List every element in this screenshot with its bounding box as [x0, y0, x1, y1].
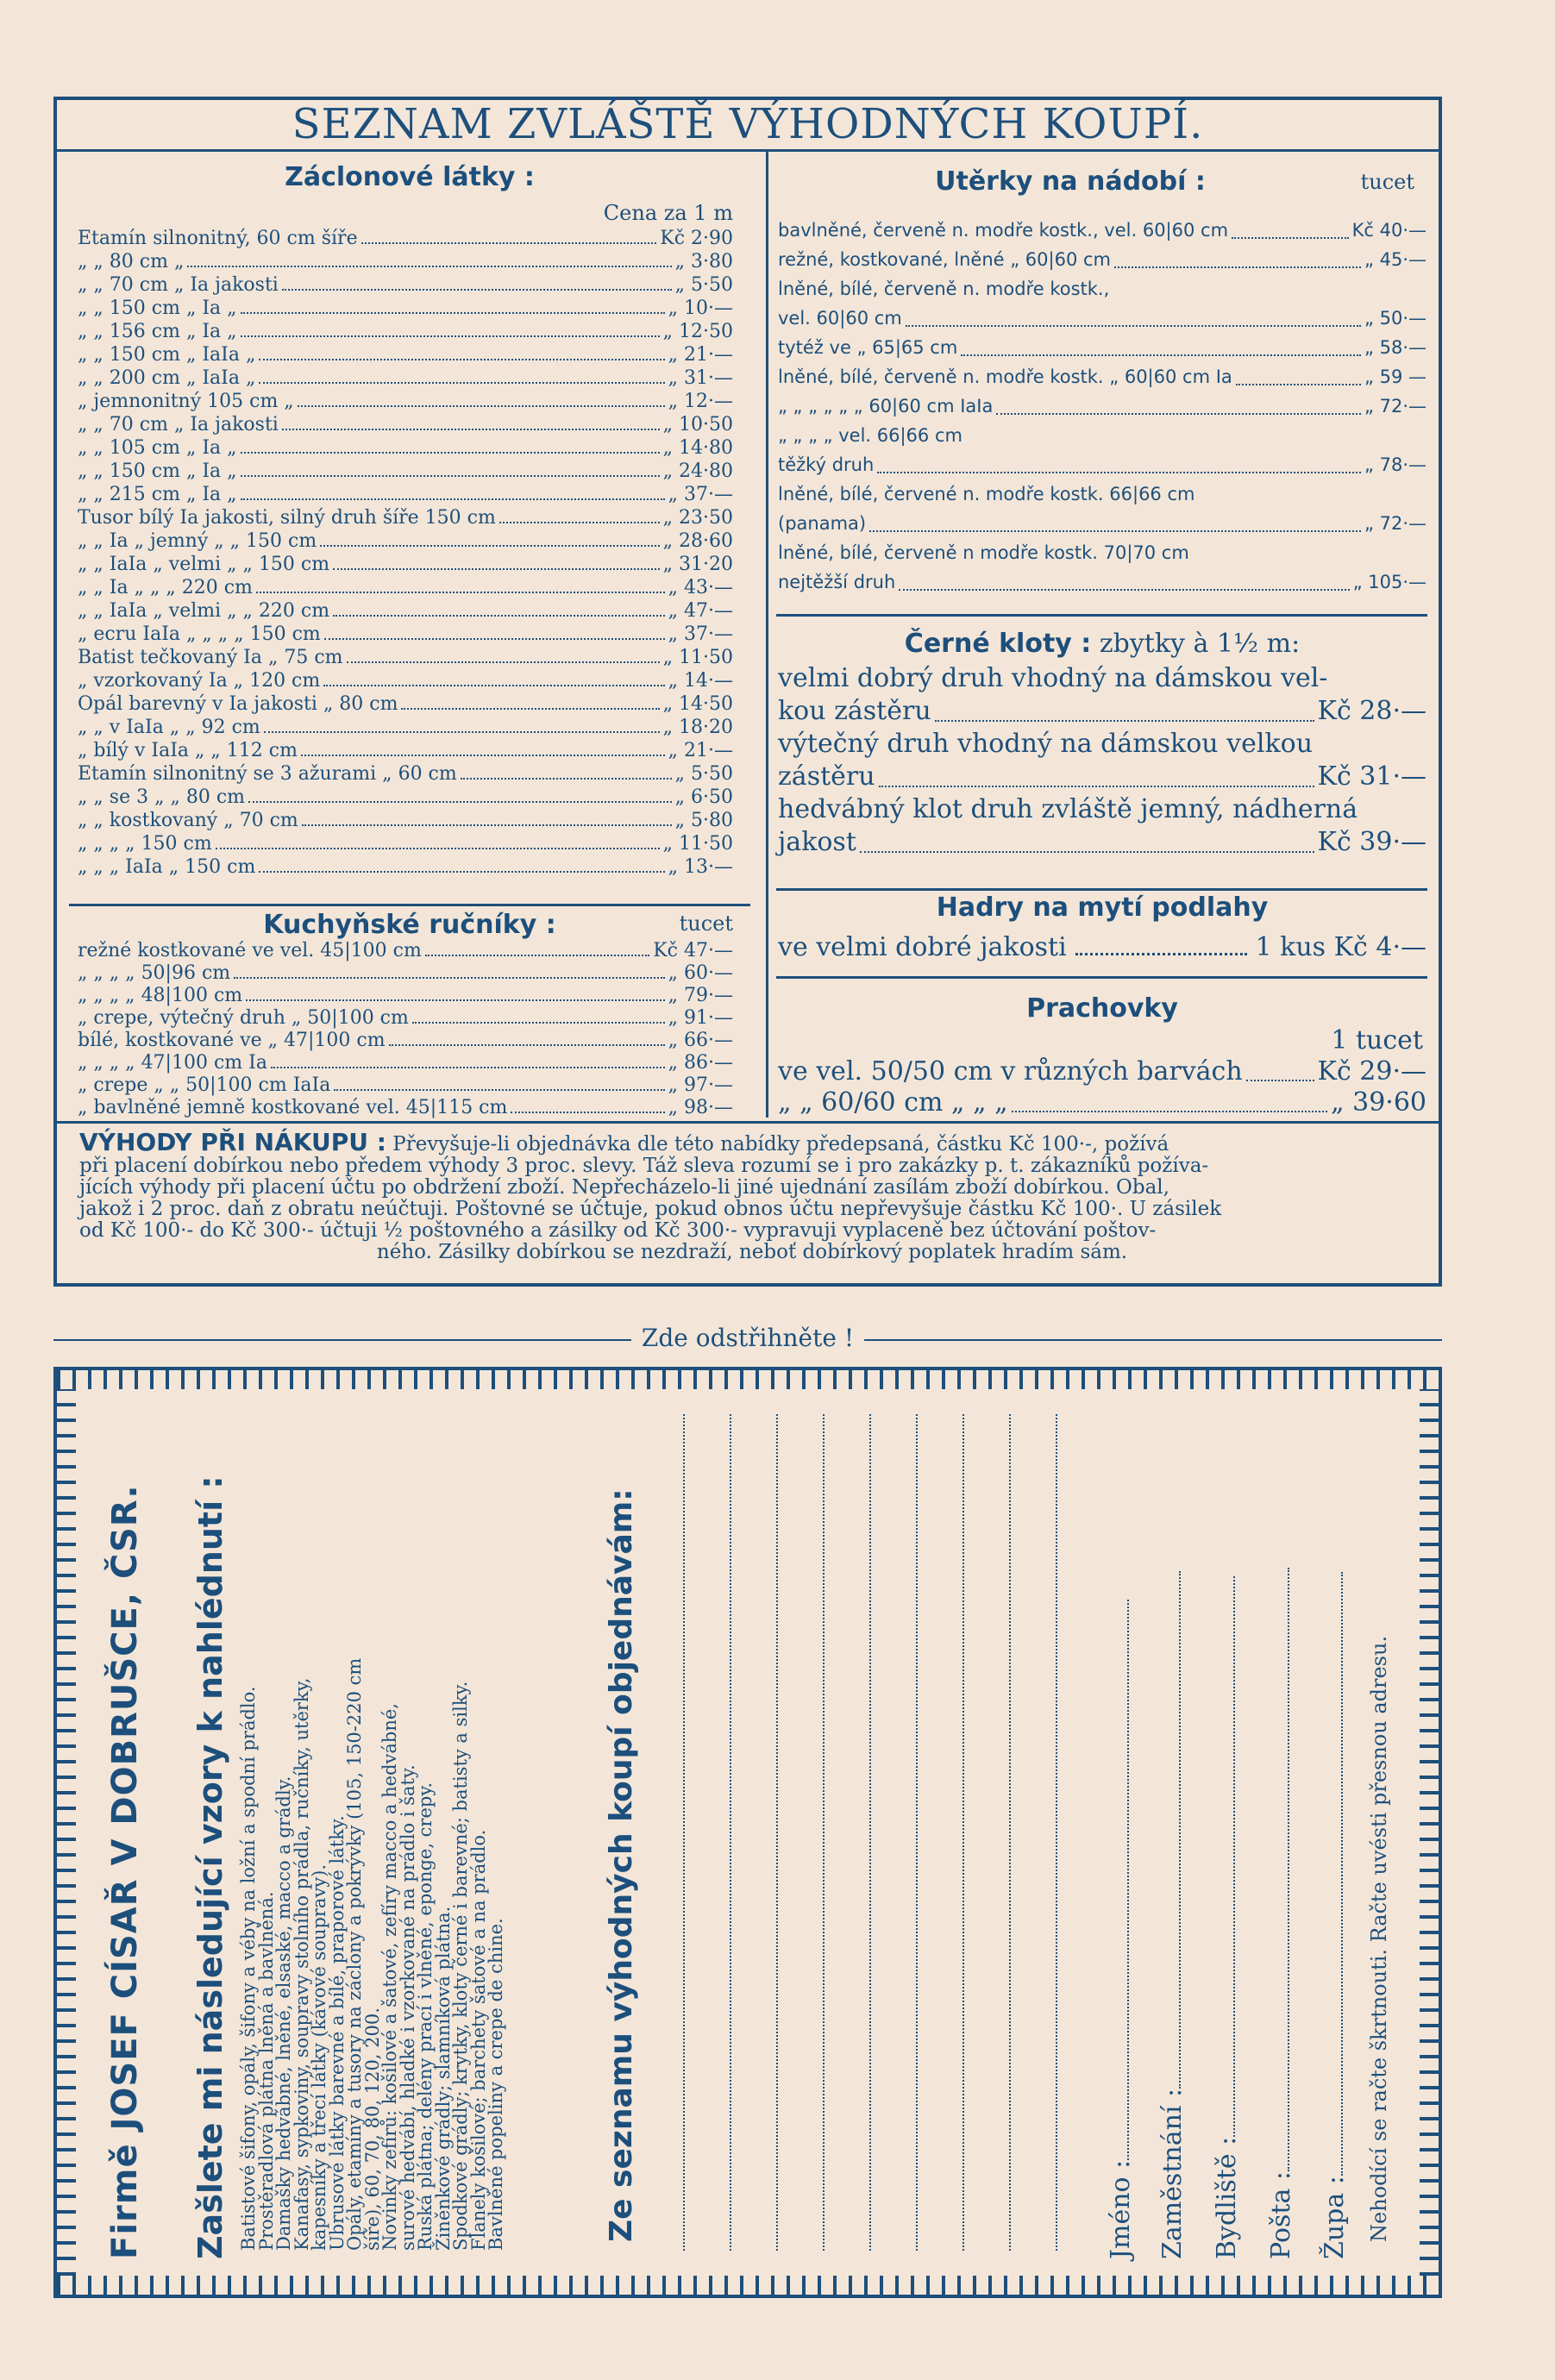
price-row: [778, 567, 1426, 597]
order-line[interactable]: [1009, 1414, 1011, 2251]
price-row-value: „ 39·60: [1331, 1087, 1426, 1118]
price-row-value: „ 10·—: [668, 298, 733, 319]
price-row-value: „ 98·—: [668, 1097, 733, 1118]
price-row-value: „ 13·—: [668, 856, 733, 878]
price-row-value: „ 5·50: [674, 274, 733, 296]
leader-dots: [461, 762, 672, 780]
price-row: [78, 343, 733, 366]
price-row-label: nejtěžší druh: [778, 572, 896, 592]
kloty-item-price: Kč 39·—: [1317, 827, 1426, 857]
price-row-value: „ 3·80: [674, 251, 733, 272]
price-row-label: „ „ „ „ 150 cm: [78, 833, 212, 855]
leader-dots: [361, 227, 657, 244]
order-line[interactable]: [823, 1414, 825, 2251]
kloty-item-price: Kč 28·—: [1317, 696, 1426, 726]
price-row-label: tytéž ve „ 65|65 cm: [778, 337, 958, 358]
price-row: [78, 646, 733, 669]
price-row-label: „ „ „ „ 48|100 cm: [78, 985, 243, 1006]
leader-dots: [401, 692, 659, 710]
sample-category: Opály, etamíny a tusory na záclony a pokrývky (105, 150-220 cm: [344, 1657, 365, 2251]
leader-dots: [298, 390, 665, 407]
price-row-label: (panama): [778, 513, 867, 534]
leader-dots: [860, 826, 1314, 853]
order-line[interactable]: [683, 1414, 685, 2251]
price-row-label: „ „ 60/60 cm „ „ „: [778, 1087, 1008, 1118]
kloty-heading-row: [778, 628, 1426, 661]
order-line[interactable]: [916, 1414, 918, 2251]
advantages-line: od Kč 100·- do Kč 300·- účtuji ½ poštovného a zásilky od Kč 300·- vypravuji vyplaceně bez účtování poštov-: [79, 1219, 1157, 1242]
price-row-label: režné, kostkované, lněné „ 60|60 cm: [778, 249, 1111, 270]
price-row-label: ve vel. 50/50 cm v různých barvách: [778, 1056, 1243, 1087]
towels-unit: tucet: [679, 911, 733, 936]
price-row-label: lněné, bílé, červeně n. modře kostk. „ 60|60 cm Ia: [778, 366, 1232, 387]
price-row: [778, 1056, 1426, 1087]
advantages-heading: VÝHODY PŘI NÁKUPU :: [79, 1128, 386, 1156]
price-row-label: „ vzorkovaný Ia „ 120 cm: [78, 670, 321, 692]
price-row-value: „ 21·—: [668, 344, 733, 366]
order-line[interactable]: [730, 1414, 731, 2251]
price-row-value: „ 6·50: [674, 786, 733, 808]
ornament-border-right: [1420, 1389, 1439, 2276]
price-row: [78, 716, 733, 739]
leader-dots: [241, 483, 665, 500]
district-field[interactable]: Župa :: [1320, 1572, 1350, 2259]
leader-dots: [1012, 1087, 1327, 1112]
page-title: SEZNAM ZVLÁŠTĚ VÝHODNÝCH KOUPÍ.: [53, 97, 1442, 152]
kloty-item-row: [778, 826, 1426, 859]
advantages-line: jakož i 2 proc. daň z obratu neúčtuji. Poštovné se účtuje, pokud obnos účtu nepřevyšuje částku Kč 100·. U zásilek: [79, 1198, 1222, 1220]
price-row-label: „ „ „ „ 47|100 cm Ia: [78, 1052, 267, 1074]
price-row-value: „ 11·50: [662, 647, 733, 668]
leader-dots: [259, 366, 664, 384]
price-row-label: „ „ 215 cm „ Ia „: [78, 484, 237, 505]
order-heading: Ze seznamu výhodných koupí objednávám:: [604, 1488, 639, 2242]
leader-dots: [1114, 245, 1361, 268]
price-row-value: „ 43·—: [668, 577, 733, 598]
post-office-field[interactable]: Pošta :: [1266, 1568, 1296, 2259]
price-row: [778, 362, 1426, 391]
price-row-label: „ „ „ „ 50|96 cm: [78, 962, 231, 984]
price-row: [778, 391, 1426, 421]
leader-dots: [961, 333, 1361, 356]
dusters-price-list: [778, 1056, 1426, 1118]
price-row: [78, 623, 733, 646]
price-row-label: Tusor bílý Ia jakosti, silný druh šíře 150 cm: [78, 507, 496, 529]
dusters-unit: 1 tucet: [1331, 1025, 1423, 1055]
price-row-label: „ „ kostkovaný „ 70 cm: [78, 810, 298, 831]
price-row-label: lněné, bílé, červené n. modře kostk. 66|66 cm: [778, 484, 1195, 504]
price-row: [778, 216, 1426, 245]
sample-category: Ruská plátna; delény prací i vlněné, eponge, crepy.: [415, 1782, 436, 2251]
price-row-label: „ crepe, výtečný druh „ 50|100 cm: [78, 1007, 409, 1029]
price-row-value: Kč 47·—: [653, 940, 733, 961]
price-row-value: „ 47·—: [668, 600, 733, 622]
price-row-label: „ crepe „ „ 50|100 cm IaIa: [78, 1074, 331, 1096]
price-row-value: „ 58·—: [1364, 337, 1426, 358]
price-row: [78, 832, 733, 855]
price-row: [778, 509, 1426, 538]
price-row-label: vel. 60|60 cm: [778, 308, 902, 329]
price-row-label: Opál barevný v Ia jakosti „ 80 cm: [78, 693, 398, 715]
leader-dots: [256, 576, 665, 593]
price-row: [78, 739, 733, 762]
leader-dots: [264, 716, 660, 733]
sample-category: šíře), 60, 70, 80, 120, 200.: [361, 2007, 383, 2251]
leader-dots: [271, 1052, 665, 1068]
price-row-label: „ „ „ „ „ „ 60|60 cm IaIa: [778, 396, 994, 416]
leader-dots: [906, 304, 1361, 327]
leader-dots: [511, 1097, 664, 1113]
price-row-value: „ 18·20: [662, 717, 733, 738]
cut-label-wrap: [53, 1324, 1442, 1352]
dusters-heading: Prachovky: [1026, 993, 1178, 1024]
leader-dots: [425, 940, 649, 956]
sample-category: Prostěradlová plátna lněná a bavlněná.: [255, 1891, 277, 2251]
dish-towels-heading: Utěrky na nádobí :: [935, 166, 1206, 197]
price-row-value: „ 72·—: [1364, 513, 1426, 534]
price-row-value: „ 14·50: [662, 693, 733, 715]
leader-dots: [259, 855, 664, 873]
price-row-value: „ 91·—: [668, 1007, 733, 1029]
price-row-label: „ ecru IaIa „ „ „ „ 150 cm: [78, 623, 321, 645]
leader-dots: [389, 1030, 665, 1046]
price-row-value: „ 59 —: [1364, 366, 1426, 387]
leader-dots: [412, 1007, 665, 1024]
price-row: [78, 692, 733, 716]
price-row: [778, 245, 1426, 274]
price-row-value: Kč 2·90: [660, 228, 733, 249]
price-row-label: lněné, bílé, červeně n. modře kostk.,: [778, 279, 1110, 299]
leader-dots: [324, 623, 665, 640]
price-row: [78, 529, 733, 553]
price-row-value: „ 5·50: [674, 763, 733, 785]
divider: [776, 888, 1427, 891]
price-row: [78, 413, 733, 436]
price-row-label: „ „ 70 cm „ Ia jakosti: [78, 274, 279, 296]
price-row-label: „ „ 150 cm „ IaIa „: [78, 344, 256, 366]
price-row-label: „ „ IaIa „ velmi „ „ 220 cm: [78, 600, 330, 622]
leader-dots: [216, 832, 660, 849]
leader-dots: [320, 529, 659, 547]
leader-dots: [1232, 216, 1349, 239]
price-row-label: lněné, bílé, červeně n modře kostk. 70|70 cm: [778, 542, 1189, 563]
leader-dots: [187, 250, 671, 267]
kloty-item-label: zástěru: [778, 761, 875, 792]
price-row-value: „ 66·—: [668, 1030, 733, 1051]
price-row-value: „ 97·—: [668, 1074, 733, 1096]
price-row-value: „ 50·—: [1364, 308, 1426, 329]
divider: [776, 976, 1427, 979]
kloty-heading-rest: zbytky à 1½ m:: [1099, 629, 1301, 659]
price-row-label: „ „ „ „ vel. 66|66 cm: [778, 425, 962, 446]
leader-dots: [1236, 362, 1361, 385]
advantages-line: ného. Zásilky dobírkou se nezdraží, neboť dobírkový poplatek hradím sám.: [376, 1241, 1128, 1263]
price-row-value: „ 14·—: [668, 670, 733, 692]
price-row: [78, 460, 733, 483]
price-row: [78, 599, 733, 623]
towels-price-list: [78, 940, 733, 1119]
price-row: [78, 786, 733, 809]
leader-dots: [246, 985, 664, 1001]
residence-field[interactable]: Bydliště :: [1212, 1576, 1242, 2259]
price-row: [78, 506, 733, 529]
price-row-value: „ 45·—: [1364, 249, 1426, 270]
price-row: [778, 479, 1426, 509]
price-row-label: „ „ 70 cm „ Ia jakosti: [78, 414, 279, 435]
floor-rags-heading: Hadry na mytí podlahy: [936, 892, 1269, 923]
price-row-value: „ 86·—: [668, 1052, 733, 1074]
price-row-value: „ 5·80: [674, 810, 733, 831]
kloty-item-label: kou zástěru: [778, 696, 931, 726]
advantages-block: [79, 1128, 1425, 1263]
kloty-list: [778, 662, 1426, 859]
price-row-label: Etamín silnonitný se 3 ažurami „ 60 cm: [78, 763, 457, 785]
kloty-item-price: Kč 31·—: [1317, 761, 1426, 792]
divider: [776, 614, 1427, 617]
price-row: [78, 809, 733, 832]
leader-dots: [996, 391, 1361, 415]
price-row-label: „ „ 105 cm „ Ia „: [78, 437, 237, 459]
sample-category: Damašky hedvábné, lněné, elsaské, macco a grádly.: [273, 1776, 294, 2251]
ornament-border-bottom: [57, 2276, 1439, 2295]
price-row-value: „ 31·—: [668, 367, 733, 389]
sample-category: Bavlněné popeliny a crepe de chine.: [486, 1918, 506, 2251]
price-row-label: „ „ 150 cm „ Ia „: [78, 460, 237, 482]
price-row-value: „ 11·50: [662, 833, 733, 855]
order-lines: [683, 1414, 1071, 2251]
price-row-value: „ 12·—: [668, 391, 733, 412]
divider: [69, 904, 750, 906]
leader-dots: [935, 695, 1314, 722]
price-row: [778, 274, 1426, 304]
samples-list: [240, 1658, 505, 2251]
leader-dots: [241, 297, 665, 314]
leader-dots: [899, 567, 1349, 591]
price-row: [778, 538, 1426, 567]
leader-dots: [241, 320, 660, 337]
leader-dots: [259, 343, 664, 360]
leader-dots: [333, 553, 660, 570]
price-row-value: „ 12·50: [662, 321, 733, 342]
advantages-line: jících výhody při placení účtu po obdržení zboží. Nepřecházelo-li jiné ujednání zasílám zboží dobírkou. Obal,: [79, 1176, 1169, 1199]
kloty-item-row: [778, 695, 1426, 728]
towels-heading: Kuchyňské ručníky :: [263, 910, 556, 940]
sample-category: Flanely košilové; barchety šatové a na prádlo.: [467, 1829, 489, 2251]
price-row: [78, 962, 733, 985]
curtains-price-list: [78, 227, 733, 879]
price-row-value: „ 60·—: [668, 962, 733, 984]
price-row: [78, 576, 733, 599]
price-row: [78, 320, 733, 343]
price-row-value: „ 23·50: [662, 507, 733, 529]
price-row-label: „ „ „ IaIa „ 150 cm: [78, 856, 256, 878]
divider: [53, 1121, 1442, 1124]
price-header: Cena za 1 m: [603, 201, 733, 225]
curtains-heading: Záclonové látky :: [285, 162, 535, 192]
price-row-value: „ 21·—: [668, 740, 733, 761]
leader-dots: [499, 506, 660, 523]
price-row-label: „ „ se 3 „ „ 80 cm: [78, 786, 246, 808]
price-row: [78, 1030, 733, 1052]
leader-dots: [333, 599, 665, 617]
leader-dots: [301, 739, 665, 756]
price-row-label: režné kostkované ve vel. 45|100 cm: [78, 940, 422, 961]
price-row: [78, 436, 733, 460]
sample-category: surové hedvábí, hladké i vzorkované na prádlo i šaty.: [397, 1764, 418, 2251]
price-row-value: „ 31·20: [662, 554, 733, 575]
price-row: [78, 1074, 733, 1097]
price-row-label: bavlněné, červeně n. modře kostk., vel. 60|60 cm: [778, 220, 1229, 241]
leader-dots: [334, 1074, 664, 1091]
advantages-line: při placení dobírkou nebo předem výhody 3 proc. slevy. Táž sleva rozumí se i pro zakázky p. t. zákazníků požíva-: [79, 1155, 1209, 1177]
kloty-item-line: velmi dobrý druh vhodný na dámskou vel-: [778, 663, 1328, 693]
price-row-label: „ bavlněné jemně kostkované vel. 45|115 cm: [78, 1097, 508, 1118]
floor-rags-row: [778, 931, 1426, 964]
floor-rags-price: 1 kus Kč 4·—: [1255, 932, 1426, 962]
leader-dots: [302, 809, 672, 826]
price-row-value: „ 37·—: [668, 484, 733, 505]
ornament-border-left: [57, 1389, 76, 2276]
price-row: [78, 669, 733, 692]
price-row: [78, 297, 733, 320]
sample-category: Kanafasy, sypkoviny, soupravy stolního prádla, ručníky, utěrky,: [291, 1677, 312, 2251]
price-row-label: „ „ 150 cm „ Ia „: [78, 298, 237, 319]
kloty-item-line: hedvábný klot druh zvláště jemný, nádherná: [778, 794, 1358, 824]
kloty-item-line: výtečný druh vhodný na dámskou velkou: [778, 729, 1314, 759]
price-row-value: „ 78·—: [1364, 454, 1426, 475]
price-row: [78, 855, 733, 879]
price-row: [78, 553, 733, 576]
leader-dots: [234, 962, 664, 979]
price-row-label: „ bílý v IaIa „ „ 112 cm: [78, 740, 298, 761]
dish-towels-price-list: [778, 216, 1426, 597]
price-row: [78, 250, 733, 273]
price-row: [78, 940, 733, 962]
price-row: [778, 304, 1426, 333]
price-row: [778, 450, 1426, 479]
leader-dots: [869, 509, 1361, 532]
order-line[interactable]: [776, 1414, 778, 2251]
sample-request: Zašlete mi následující vzory k nahlédnutí :: [191, 1475, 229, 2259]
price-row-value: Kč 29·—: [1317, 1056, 1426, 1087]
sample-category: Batistové šifony, opály, šifony a véby na ložní a spodní prádlo.: [238, 1686, 259, 2251]
name-field[interactable]: Jméno :: [1106, 1600, 1136, 2259]
price-row: [78, 985, 733, 1007]
sample-category: Ubrusové látky barevné a bílé, praporové látky.: [326, 1815, 348, 2251]
price-row: [78, 366, 733, 390]
price-row-label: „ jemnonitný 105 cm „: [78, 391, 294, 412]
price-row: [78, 483, 733, 506]
order-line[interactable]: [962, 1414, 964, 2251]
ornament-border-top: [57, 1370, 1439, 1389]
price-row-value: „ 37·—: [668, 623, 733, 645]
price-row-value: „ 79·—: [668, 985, 733, 1006]
price-row-value: „ 105·—: [1352, 572, 1426, 592]
price-row: [78, 1052, 733, 1074]
price-row: [778, 1087, 1426, 1118]
price-row-label: „ „ Ia „ „ „ 220 cm: [78, 577, 253, 598]
price-row: [78, 762, 733, 786]
sample-category: Žiněnkové grádly; slamníková plátna.: [432, 1906, 454, 2251]
leader-dots: [877, 450, 1361, 473]
occupation-field[interactable]: Zaměstnání :: [1157, 1571, 1188, 2259]
price-row-label: těžký druh: [778, 454, 875, 475]
price-row-label: „ „ 80 cm „: [78, 251, 185, 272]
price-row-label: „ „ 200 cm „ IaIa „: [78, 367, 256, 389]
leader-dots: [282, 273, 672, 291]
price-row: [778, 333, 1426, 362]
price-row-value: „ 24·80: [662, 460, 733, 482]
price-row-label: „ „ IaIa „ velmi „ „ 150 cm: [78, 554, 330, 575]
leader-dots: [248, 786, 672, 803]
price-row: [778, 421, 1426, 450]
price-row: [78, 273, 733, 297]
form-note: Nehodící se račte škrtnouti. Račte uvésti přesnou adresu.: [1367, 1635, 1391, 2242]
cut-label: Zde odstřihněte !: [631, 1324, 864, 1352]
price-row-value: Kč 40·—: [1351, 220, 1426, 241]
kloty-item-row: [778, 761, 1426, 793]
price-row-label: Etamín silnonitný, 60 cm šíře: [78, 228, 358, 249]
order-line[interactable]: [1056, 1414, 1057, 2251]
price-row-label: bílé, kostkované ve „ 47|100 cm: [78, 1030, 386, 1051]
price-row-label: „ „ v IaIa „ „ 92 cm: [78, 717, 260, 738]
leader-dots: [241, 460, 660, 477]
leader-dots: [323, 669, 664, 686]
price-row-label: „ „ Ia „ jemný „ „ 150 cm: [78, 530, 317, 552]
leader-dots: [282, 413, 660, 430]
sample-category: Novinky zefírů: košilové a šatové, zefíry macco a hedvábné,: [379, 1703, 400, 2251]
advantages-line: Převyšuje-li objednávka dle této nabídky předepsaná, částku Kč 100·-, požívá: [392, 1133, 1169, 1156]
order-line[interactable]: [869, 1414, 871, 2251]
sample-category: kapesníky a třecí látky (kávové soupravy).: [309, 1863, 329, 2251]
price-row: [78, 227, 733, 250]
price-row-label: Batist tečkovaný Ia „ 75 cm: [78, 647, 343, 668]
dish-towels-unit: tucet: [1360, 170, 1414, 194]
price-row-value: „ 28·60: [662, 530, 733, 552]
kloty-item-label: jakost: [778, 827, 856, 857]
price-row-label: „ „ 156 cm „ Ia „: [78, 321, 237, 342]
leader-dots: [241, 436, 660, 454]
leader-dots: [879, 761, 1314, 787]
price-row: [78, 390, 733, 413]
column-divider: [766, 152, 768, 1118]
leader-dots: [1246, 1056, 1314, 1081]
price-row-value: „ 72·—: [1364, 396, 1426, 416]
leader-dots: [347, 646, 660, 663]
firm-name: Firmě JOSEF CÍSAŘ V DOBRUŠCE, ČSR.: [105, 1484, 145, 2259]
kloty-heading: Černé kloty :: [904, 629, 1092, 659]
price-row: [78, 1007, 733, 1030]
price-row-value: „ 14·80: [662, 437, 733, 459]
price-row-value: „ 10·50: [662, 414, 733, 435]
sample-category: Spodkové grádly; krytky, kloty černé i barevné; batisty a silky.: [450, 1681, 471, 2251]
price-row: [78, 1097, 733, 1119]
floor-rags-text: ve velmi dobré jakosti: [778, 932, 1067, 962]
